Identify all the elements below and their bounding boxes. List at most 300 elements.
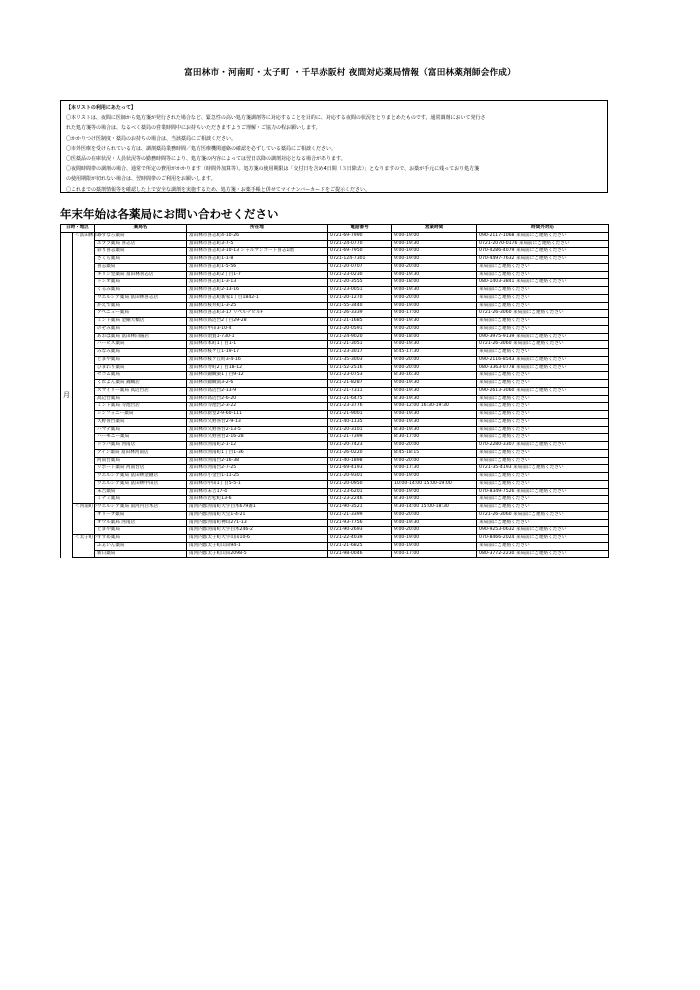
address: 南河内郡河南町大字白木246-2 [187, 527, 328, 535]
pharmacy-name: とまや薬局 [95, 527, 187, 535]
business-hours: 9:00-19:00 [392, 232, 477, 240]
notice-line: の使用期限が切れない場合は、翌時間帯のご利用をお願いします。 [66, 176, 216, 183]
after-hours-contact: 来局前にご連絡ください [477, 496, 609, 504]
phone-number: 0721-20-0591 [328, 325, 392, 333]
business-hours: 9:00-19:00 [392, 302, 477, 310]
table-header-row [61, 225, 609, 233]
pharmacy-name: ミント薬局 寺池台店 [95, 403, 187, 411]
business-hours: 9:00-19:30 [392, 387, 477, 395]
phone-number: 0721-90-2693 [328, 527, 392, 535]
new-year-subheading: 年末年始は各薬局にお問い合わせください [60, 207, 279, 221]
table-row [61, 325, 609, 333]
phone-number: 0721-52-2516 [328, 364, 392, 372]
area-cell [73, 279, 95, 287]
after-hours-contact: 来局前にご連絡ください [477, 504, 609, 512]
area-cell [73, 240, 95, 248]
after-hours-contact: 来局前にご連絡ください [477, 325, 609, 333]
business-hours: 9:00-20:00 [392, 364, 477, 372]
phone-number: 0721-21-7399 [328, 434, 392, 442]
area-cell [73, 294, 95, 302]
address: 富田林市錦織東1丁目9-12 [187, 372, 328, 380]
area-cell [73, 473, 95, 481]
business-hours: 9:00-19:30 [392, 271, 477, 279]
after-hours-contact: 080-3363-0778 来局前にご連絡ください [477, 364, 609, 372]
column-header: 薬局名 [95, 225, 187, 233]
table-row [61, 395, 609, 403]
after-hours-contact: 0721-2070-0176 来局前にご連絡ください [477, 240, 609, 248]
pharmacy-name: とまや薬局 [95, 356, 187, 364]
after-hours-contact: 来局前にご連絡ください [477, 318, 609, 326]
business-hours: 9:00-17:00 [392, 550, 477, 558]
address: 富田林市小金台1-11-25 [187, 473, 328, 481]
after-hours-contact: 来局前にご連絡ください [477, 395, 609, 403]
table-row [61, 387, 609, 395]
phone-number: 0721-23-0753 [328, 372, 392, 380]
after-hours-contact: 来局前にご連絡ください [477, 380, 609, 388]
area-cell [73, 380, 95, 388]
address: 南河内郡太子町大字山田10-6 [187, 535, 328, 543]
phone-number: 0721-40-1135 [328, 418, 392, 426]
phone-number: 0721-23-3776 [328, 403, 392, 411]
table-row [61, 279, 609, 287]
phone-number: 0721-20-9301 [328, 473, 392, 481]
address: 富田林市久野喜台2-13-5 [187, 426, 328, 434]
pharmacy-name: ハーモニー薬局 [95, 434, 187, 442]
phone-number: 0721-90-3521 [328, 504, 392, 512]
address: 南河内郡河南町大宝1-4-21 [187, 511, 328, 519]
column-header: 日時・地区 [61, 225, 95, 233]
address: 富田林市喜志町2丁目1-7 [187, 271, 328, 279]
after-hours-contact: 来局前にご連絡ください [477, 271, 609, 279]
area-cell [73, 488, 95, 496]
pharmacy-name: ウエルシア薬局 富田林金剛店 [95, 473, 187, 481]
phone-number: 0721-23-2246 [328, 496, 392, 504]
phone-number: 0721-23-0230 [328, 271, 392, 279]
after-hours-contact: 090-2116-8543 来局前にご連絡ください [477, 356, 609, 364]
business-hours: 9:00-19:00 [392, 542, 477, 550]
after-hours-contact: 070-8349-7526 来局前にご連絡ください [477, 488, 609, 496]
area-cell [73, 542, 95, 550]
after-hours-contact: 来局前にご連絡ください [477, 411, 609, 419]
notice-line: 〇夜間時間帯の調剤の場合、通常で所定の費用がかかります（時間外加算等）。処方箋の使用期限は「交付日を含め4日間（３日除去）」となりますので、お薬が手元に残っており処方箋 [66, 166, 480, 173]
address: 富田林市河南町1丁目1-36 [187, 449, 328, 457]
phone-number: 0721-69-4193 [328, 465, 392, 473]
address: 富田林市河南台2-7-25 [187, 465, 328, 473]
table-row [61, 349, 609, 357]
phone-number: 0721-21-8287 [328, 380, 392, 388]
area-cell [73, 465, 95, 473]
after-hours-contact: 来局前にご連絡ください [477, 434, 609, 442]
area-cell [73, 403, 95, 411]
notice-line: 〇本リストは、夜間に医師から処方箋が発行された場合など、緊急性の高い処方箋調剤等に対応することを目的に、対応する夜間の状況をとりまとめたものです。通常調剤において発行さ [66, 115, 486, 122]
phone-number: 0721-20-3555 [328, 279, 392, 287]
address: 富田林市須賀1-730-1 [187, 333, 328, 341]
address: 富田林市甲田3-10-4 [187, 325, 328, 333]
business-hours: 9:00-17:30 [392, 465, 477, 473]
table-row [61, 318, 609, 326]
business-hours: 8:45-18:15 [392, 449, 477, 457]
business-hours: 9:00-19:00 [392, 256, 477, 264]
address: 富田林市喜志町1-3-13 [187, 279, 328, 287]
pharmacy-name: あすなろ薬局 [95, 232, 187, 240]
area-cell [73, 318, 95, 326]
pharmacy-name: オウル薬局 河南店 [95, 519, 187, 527]
area-cell [73, 356, 95, 364]
table-row [61, 519, 609, 527]
address: 富田林市桜ケ丘1-19-17 [187, 349, 328, 357]
address: 富田林市高辺台2丁目29-28 [187, 318, 328, 326]
area-cell [73, 395, 95, 403]
phone-number: 0721-21-1685 [328, 318, 392, 326]
pharmacy-name: 新日薬局 [95, 550, 187, 558]
after-hours-contact: 来局前にご連絡ください [477, 349, 609, 357]
after-hours-contact: 070-8466-2024 来局前にご連絡ください [477, 535, 609, 543]
pharmacy-name: 彩り喜志薬局 [95, 248, 187, 256]
area-cell [73, 426, 95, 434]
address: 富田林市桜ケ丘町3-4-16 [187, 356, 328, 364]
pharmacy-name: かえで薬局 [95, 302, 187, 310]
pharmacy-name: オリーブ薬局 [95, 511, 187, 519]
table-row [61, 411, 609, 419]
phone-number: 0721-98-0046 [328, 550, 392, 558]
area-cell [73, 302, 95, 310]
pharmacy-name: ウエルシア薬局 富田林中田店 [95, 480, 187, 488]
address: 富田林市本町1丁目1-1 [187, 341, 328, 349]
table-row [61, 550, 609, 558]
table-row [61, 287, 609, 295]
area-cell [73, 457, 95, 465]
table-row [61, 504, 609, 512]
phone-number: 0721-35-3003 [328, 356, 392, 364]
phone-number: 0721-20-7423 [328, 442, 392, 450]
after-hours-contact: 090-9253-0632 来局前にご連絡ください [477, 527, 609, 535]
pharmacy-name: すずめ薬局 [95, 535, 187, 543]
notice-heading: 【本リストの利用にあたって】 [66, 105, 136, 111]
phone-number: 0721-124-7301 [328, 256, 392, 264]
table-row [61, 310, 609, 318]
table-row [61, 271, 609, 279]
table-row [61, 341, 609, 349]
notice-line: 〇市外医療を受けられている方は、調剤薬局業務時間／処方医療機関連絡の確認を必ずしている薬局にご相談ください。 [66, 145, 337, 152]
area-cell [73, 271, 95, 279]
after-hours-contact: 来局前にご連絡ください [477, 480, 609, 488]
table-row [61, 356, 609, 364]
business-hours: 9:00-19:30 [392, 318, 477, 326]
business-hours: 9:00-20:00 [392, 457, 477, 465]
area-cell [73, 511, 95, 519]
area-cell [73, 418, 95, 426]
pharmacy-name: のぞみ薬局 [95, 325, 187, 333]
area-cell [73, 333, 95, 341]
table-row [61, 403, 609, 411]
business-hours: 9:00-12:00 16:30-19:30 [392, 403, 477, 411]
table-row [61, 256, 609, 264]
area-cell [73, 372, 95, 380]
business-hours: 8:45-17:30 [392, 349, 477, 357]
table-row [61, 473, 609, 481]
pharmacy-name: ウエルシア薬局 南河内白木店 [95, 504, 187, 512]
business-hours: 9:00-19:30 [392, 411, 477, 419]
area-cell [73, 287, 95, 295]
business-hours: 9:00-19:30 [392, 240, 477, 248]
table-row [61, 535, 609, 543]
area-cell [73, 256, 95, 264]
pharmacy-name: くるみ薬局 [95, 287, 187, 295]
business-hours: 9:00-17:00 [392, 310, 477, 318]
address: 富田林市久野喜台2-16-28 [187, 434, 328, 442]
pharmacy-name: 河南台薬局 [95, 457, 187, 465]
pharmacy-name: ふぁいん薬局 [95, 542, 187, 550]
business-hours: 10:00-14:00 15:00-19:00 [392, 480, 477, 488]
table-row [61, 232, 609, 240]
area-cell [73, 442, 95, 450]
business-hours: 8:30-19:30 [392, 426, 477, 434]
pharmacy-name: エプラ薬局 喜志店 [95, 240, 187, 248]
address: 富田林市喜志町1-1-8 [187, 256, 328, 264]
phone-number: 0721-23-0051 [328, 287, 392, 295]
pharmacy-name: 高辺台薬局 [95, 395, 187, 403]
pharmacy-name: セコム薬局 [95, 372, 187, 380]
address: 南河内郡河南町大字白木679番1 [187, 504, 328, 512]
business-hours: 9:00-18:00 [392, 333, 477, 341]
pharmacy-name: ミント薬局 金剛大橋店 [95, 318, 187, 326]
table-row [61, 240, 609, 248]
after-hours-contact: 来局前にご連絡ください [477, 457, 609, 465]
notice-line: 〇医薬品の在庫状況・人員状況等の勤務時間等により、処方箋の内容によっては翌日以降の調剤対応となる場合があります。 [66, 156, 346, 163]
table-row [61, 480, 609, 488]
table-row [61, 426, 609, 434]
address: 富田林市喜志町3-7-5 [187, 240, 328, 248]
pharmacy-name: ハマデ薬局 [95, 426, 187, 434]
after-hours-contact: 070-4497-7632 来局前にご連絡ください [477, 256, 609, 264]
pharmacy-name: ウエルシア薬局 富田林喜志店 [95, 294, 187, 302]
notice-lines [66, 113, 602, 195]
address: 富田林市新堂2-9-60-111 [187, 411, 328, 419]
after-hours-contact: 来局前にご連絡ください [477, 302, 609, 310]
pharmacy-name: あおば薬局 富田林向陽店 [95, 333, 187, 341]
after-hours-contact: 来局前にご連絡ください [477, 542, 609, 550]
table-row [61, 294, 609, 302]
after-hours-contact: 0721-26-3060 来局前にご連絡ください [477, 341, 609, 349]
after-hours-contact: 来局前にご連絡ください [477, 403, 609, 411]
business-hours: 9:00-20:00 [392, 325, 477, 333]
pharmacy-name: シンフォニー薬局 [95, 411, 187, 419]
table-row [61, 457, 609, 465]
usage-notice-box [60, 100, 608, 193]
after-hours-contact: 070-4286-4079 来局前にご連絡ください [477, 248, 609, 256]
after-hours-contact: 来局前にご連絡ください [477, 519, 609, 527]
pharmacy-name: トシオ薬局 [95, 279, 187, 287]
table-row [61, 302, 609, 310]
after-hours-contact: 090-3975-9139 来局前にご連絡ください [477, 333, 609, 341]
after-hours-contact: 0721-35-4193 来局前にご連絡ください [477, 465, 609, 473]
business-hours: 8:30-17:00 [392, 434, 477, 442]
pharmacy-name: ハービス薬局 [95, 341, 187, 349]
phone-number: 0721-69-7950 [328, 248, 392, 256]
table-row [61, 333, 609, 341]
phone-number: 0721-21-6475 [328, 395, 392, 403]
phone-number: 0721-24-9020 [328, 333, 392, 341]
table-row [61, 542, 609, 550]
phone-number: 0721-22-4039 [328, 535, 392, 543]
area-cell [73, 364, 95, 372]
area-cell: ＜河南町＞ [73, 504, 95, 512]
after-hours-contact: 080-3772-2230 来局前にご連絡ください [477, 550, 609, 558]
pharmacy-name: スマイリー薬局 高辺台店 [95, 387, 187, 395]
phone-number: 0721-21-7311 [328, 387, 392, 395]
after-hours-contact: 来局前にご連絡ください [477, 294, 609, 302]
phone-number: 0721-55-3440 [328, 302, 392, 310]
date-cell: 月 [61, 232, 73, 558]
address: 富田林市河南台2-16-38 [187, 457, 328, 465]
phone-number: 0721-23-3017 [328, 349, 392, 357]
area-cell [73, 341, 95, 349]
after-hours-contact: 来局前にご連絡ください [477, 263, 609, 271]
business-hours: 9:00-19:00 [392, 473, 477, 481]
business-hours: 8:30-19:30 [392, 395, 477, 403]
area-cell [73, 325, 95, 333]
phone-number: 0721-21-3399 [328, 511, 392, 519]
address: 富田林市久野喜台2-9-13 [187, 418, 328, 426]
pharmacy-name: リボート薬局 河南台店 [95, 465, 187, 473]
area-cell [73, 349, 95, 357]
pharmacy-name: キリン堂薬局 富田林喜志店 [95, 271, 187, 279]
after-hours-contact: 来局前にご連絡ください [477, 473, 609, 481]
table-row [61, 527, 609, 535]
business-hours: 9:00-19:00 [392, 488, 477, 496]
notice-line: 〇これまでの薬剤情報等を確認した上で安全な調剤を実施するため、処方箋・お薬手帳と併せてマイナンバーカードをご提示ください。 [66, 186, 371, 193]
pharmacy-name: アイン薬局 富田林河南店 [95, 449, 187, 457]
pharmacy-name: ミナミ薬局 [95, 496, 187, 504]
address: 南河内郡太子町山田94-1 [187, 542, 328, 550]
address: 富田林市錦織南3-2-6 [187, 380, 328, 388]
after-hours-contact: 090-2117-1068 来局前にご連絡ください [477, 232, 609, 240]
after-hours-contact: 来局前にご連絡ください [477, 418, 609, 426]
area-cell: ＜太子町＞ [73, 535, 95, 543]
phone-number: 0721-40-1898 [328, 457, 392, 465]
pharmacy-name: ドラパ薬局 河南店 [95, 442, 187, 450]
table-row [61, 511, 609, 519]
phone-number: 0721-21-3051 [328, 341, 392, 349]
business-hours: 9:00-20:00 [392, 442, 477, 450]
table-row [61, 372, 609, 380]
table-row [61, 434, 609, 442]
after-hours-contact: 0721-26-3060 来局前にご連絡ください [477, 310, 609, 318]
column-header: 電話番号 [328, 225, 392, 233]
phone-number: 0721-23-6201 [328, 488, 392, 496]
column-header: 時間外対応 [477, 225, 609, 233]
area-cell [73, 263, 95, 271]
table-row [61, 488, 609, 496]
after-hours-contact: 0721-26-3060 来局前にご連絡ください [477, 511, 609, 519]
address: 富田林市若松町13-6 [187, 496, 328, 504]
table-row [61, 496, 609, 504]
area-cell [73, 519, 95, 527]
notice-line: 〇かかりつけ医制度・薬局のお持ちの場合は、当該薬局にご相談ください。 [66, 135, 237, 142]
area-cell [73, 527, 95, 535]
address: 富田林市高辺台2-6-20 [187, 395, 328, 403]
area-cell [73, 248, 95, 256]
phone-number: 0721-24-0770 [328, 240, 392, 248]
business-hours: 9:00-19:30 [392, 341, 477, 349]
area-cell [73, 310, 95, 318]
area-cell: ＜富田林市＞ [73, 232, 95, 240]
table-row [61, 248, 609, 256]
table-row [61, 465, 609, 473]
table-row [61, 263, 609, 271]
business-hours: 9:00-20:00 [392, 294, 477, 302]
address: 富田林市喜志町4-10-26 [187, 232, 328, 240]
business-hours: 9:00-20:00 [392, 511, 477, 519]
address: 富田林市寺池台2-3-22 [187, 403, 328, 411]
after-hours-contact: 080-1403-3841 来局前にご連絡ください [477, 279, 609, 287]
after-hours-contact: 来局前にご連絡ください [477, 426, 609, 434]
area-cell [73, 449, 95, 457]
pharmacy-name: くれよん薬局 錦織店 [95, 380, 187, 388]
address: 富田林市桜井町1-3-25 [187, 302, 328, 310]
area-cell [73, 480, 95, 488]
business-hours: 9:00-19:00 [392, 535, 477, 543]
page-title: 富田林市・河南町・太子町 ・千早赤阪村 夜間対応薬局情報（富田林薬剤師会作成） [184, 68, 516, 78]
phone-number: 0721-26-3339 [328, 310, 392, 318]
pharmacy-name: アベニュー薬局 [95, 310, 187, 318]
business-hours: 9:00-19:30 [392, 287, 477, 295]
phone-number: 0721-21-6825 [328, 542, 392, 550]
business-hours: 9:00-20:00 [392, 263, 477, 271]
after-hours-contact: 来局前にご連絡ください [477, 372, 609, 380]
pharmacy-name: みなみ薬局 [95, 349, 187, 357]
phone-number: 0721-20-3101 [328, 426, 392, 434]
area-cell [73, 550, 95, 558]
pharmacy-table [60, 224, 609, 558]
table-row [61, 442, 609, 450]
business-hours: 9:00-19:30 [392, 418, 477, 426]
area-cell [73, 434, 95, 442]
address: 富田林市河南町2-1-12 [187, 442, 328, 450]
pharmacy-name: 久野喜台薬局 [95, 418, 187, 426]
address: 富田林市中田1丁目5-5-1 [187, 480, 328, 488]
phone-number: 0721-20-1270 [328, 294, 392, 302]
notice-line: れた処方箋等の場合は、なるべく薬局の営業時間中にお持ちいただきますようご理解・ご協力の程お願いします。 [66, 125, 321, 132]
table-row [61, 449, 609, 457]
business-hours: 9:00-19:30 [392, 519, 477, 527]
address: 南河内郡河南町神山271-13 [187, 519, 328, 527]
area-cell [73, 411, 95, 419]
column-header: 営業時間 [392, 225, 477, 233]
column-header: 所在地 [187, 225, 328, 233]
phone-number: 0721-21-9001 [328, 411, 392, 419]
business-hours: 9:00-19:30 [392, 380, 477, 388]
phone-number: 0721-20-0950 [328, 480, 392, 488]
table-row [61, 418, 609, 426]
phone-number: 0721-20-0707 [328, 263, 392, 271]
phone-number: 0721-93-7756 [328, 519, 392, 527]
area-cell [73, 387, 95, 395]
table-row [61, 364, 609, 372]
pharmacy-name: さくら薬局 [95, 256, 187, 264]
pharmacy-name: 末吉薬局 [95, 488, 187, 496]
phone-number: 0721-69-7990 [328, 232, 392, 240]
business-hours: 9:00-20:00 [392, 527, 477, 535]
phone-number: 0721-26-0220 [328, 449, 392, 457]
address: 富田林市喜志町2-13-16 [187, 287, 328, 295]
address: 富田林市末吉17-4 [187, 488, 328, 496]
address: 富田林市喜志町3-10-13 シャルマンコート喜志1階 [187, 248, 328, 256]
business-hours: 9:00-18:00 [392, 279, 477, 287]
address: 富田林市喜志町1-5-56 [187, 263, 328, 271]
pharmacy-name: 喜志薬局 [95, 263, 187, 271]
after-hours-contact: 070-2280-3307 来局前にご連絡ください [477, 442, 609, 450]
